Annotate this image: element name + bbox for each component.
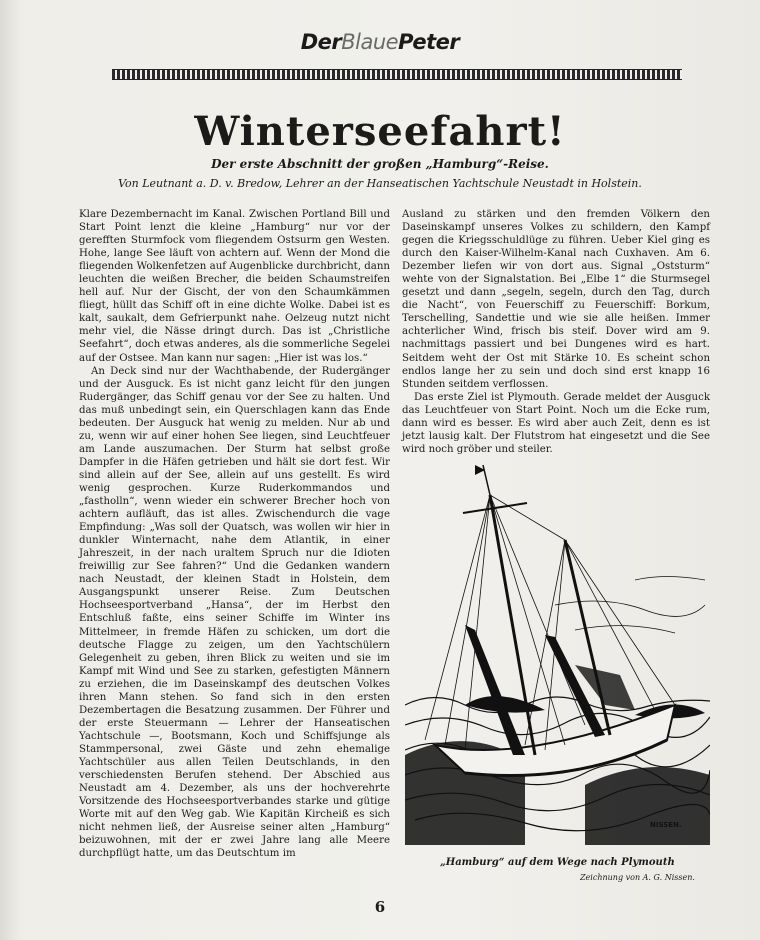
masthead-part2: Blaue [341, 30, 399, 54]
masthead-rule [112, 69, 682, 80]
paragraph: Das erste Ziel ist Plymouth. Gerade meldet der Ausguck das Leuchtfeuer von Start Point. Noch um die Ecke rum, dann wird es besser. Es wird aber auch Zeit, denn es ist jetzt lausig kalt. Der Flutstrom hat eingesetzt und die See wird noch gröber und steiler. [402, 391, 710, 455]
article-title: Winterseefahrt! [194, 108, 566, 155]
page-number: 6 [374, 898, 386, 916]
sky-lines [555, 577, 705, 634]
illustration-caption: „Hamburg“ auf dem Wege nach Plymouth [440, 857, 675, 868]
masthead-part1: Der [300, 30, 342, 54]
article-byline: Von Leutnant a. D. v. Bredow, Lehrer an der Hanseatischen Yachtschule Neustadt in Holstein. [118, 177, 642, 190]
illustration-credit: Zeichnung von A. G. Nissen. [580, 873, 695, 882]
paragraph: Ausland zu stärken und den fremden Völkern den Daseinskampf unseres Volkes zu schildern, den Kampf gegen die Kriegsschuldlüge zu führen. Ueber Kiel ging es durch den Kaiser-Wilhelm-Kanal nach Cuxhaven. Am 6. Dezember liefen wir von dort aus. Signal „Oststurm“ wehte von der Signalstation. Bei „Elbe 1“ die Sturmsegel gesetzt und dann „segeln, segeln, durch den Tag, durch die Nacht“, von Feuerschiff zu Feuerschiff: Borkum, Terschelling, Sandettie und wie sie alle heißen. Immer achterlicher Wind, frisch bis steif. Dover wird am 9. nachmittags passiert und bei Dungenes wird es hart. Seitdem weht der Ost mit Stärke 10. Es scheint schon endlos lange her zu sein und doch sind erst knapp 16 Stunden seitdem verflossen. [402, 209, 710, 390]
rigging [425, 495, 675, 750]
masthead [0, 30, 760, 54]
article-subtitle: Der erste Abschnitt der großen „Hamburg“-Reise. [211, 157, 549, 171]
ship-illustration [405, 455, 710, 845]
paragraph: Klare Dezembernacht im Kanal. Zwischen Portland Bill und Start Point lenzt die kleine „Hamburg“ nur vor der gerefften Sturmfock vom fliegendem Ostsurm gen Westen. Hohe, lange See läuft von achtern auf. Wenn der Mond die fliegenden Wolkenfetzen auf Augenblicke durchbricht, dann leuchten die weißen Brecher, die beiden Schaumstreifen hell auf. Nur der Gischt, der von den Schaumkämmen fliegt, hüllt das Schiff oft in eine dichte Wolke. Dabei ist es kalt, saukalt, dem Gefrierpunkt nahe. Oelzeug nutzt nicht mehr viel, die Nässe dringt durch. Das ist „Christliche Seefahrt“, doch etwas anderes, als die sommerliche Segelei auf der Ostsee. Man kann nur sagen: „Hier ist was los.“ [79, 209, 390, 364]
left-column [79, 208, 390, 860]
right-column [402, 208, 710, 456]
illustration-signature: NISSEN. [650, 821, 682, 829]
masthead-part3: Peter [398, 30, 460, 54]
paragraph: An Deck sind nur der Wachthabende, der Rudergänger und der Ausguck. Es ist nicht ganz leicht für den jungen Rudergänger, das Schiff genau vor der See zu halten. Und das muß unbedingt sein, ein Querschlagen kann das Ende bedeuten. Der Ausguck hat wenig zu melden. Nur ab und zu, wenn wir auf einer hohen See liegen, sind Leuchtfeuer am Lande auszumachen. Der Sturm hat selbst große Dampfer in die Häfen getrieben und hält sie dort fest. Wir sind allein auf der See, allein auf uns gestellt. Es wird wenig gesprochen. Kurze Ruderkommandos und „fastholln“, wenn wieder ein schwerer Brecher hoch von achtern aufläuft, das ist alles. Zwischendurch die vage Empfindung: „Was soll der Quatsch, was wollen wir hier in dunkler Winternacht, nahe dem Atlantik, in einer Jahreszeit, in der nach uraltem Spruch nur die Idioten freiwillig zur See fahren?“ Und die Gedanken wandern nach Neustadt, der kleinen Stadt in Holstein, dem Ausgangspunkt unserer Reise. Zum Deutschen Hochseesportverband „Hansa“, der im Herbst den Entschluß faßte, eins seiner Schiffe im Winter ins Mittelmeer, in fremde Häfen zu schicken, um dort die deutsche Flagge zu zeigen, um den Yachtschülern Gelegenheit zu geben, ihren Blick zu weiten und sie im Kampf mit Wind und See zu starken, gefestigten Männern zu erziehen, die im Daseinskampf des deutschen Volkes ihren Mann stehen. So fand sich in den ersten Dezembertagen die Besatzung zusammen. Der Führer und der erste Steuermann — Lehrer der Hanseatischen Yachtschule —, Bootsmann, Koch und Schiffsjunge als Stammpersonal, zwei Gäste und zehn ehemalige Yachtschüler aus allen Teilen Deutschlands, in den verschiedensten Berufen stehend. Der Abschied aus Neustadt am 4. Dezember, als uns der hochverehrte Vorsitzende des Hochseesportverbandes starke und gütige Worte mit auf den Weg gab. Wie Kapitän Kircheiß es sich nicht nehmen ließ, der Ausreise seiner alten „Hamburg“ beizuwohnen, mit der er zwei Jahre lang alle Meere durchpflügt hatte, um das Deutschtum im [79, 365, 390, 860]
